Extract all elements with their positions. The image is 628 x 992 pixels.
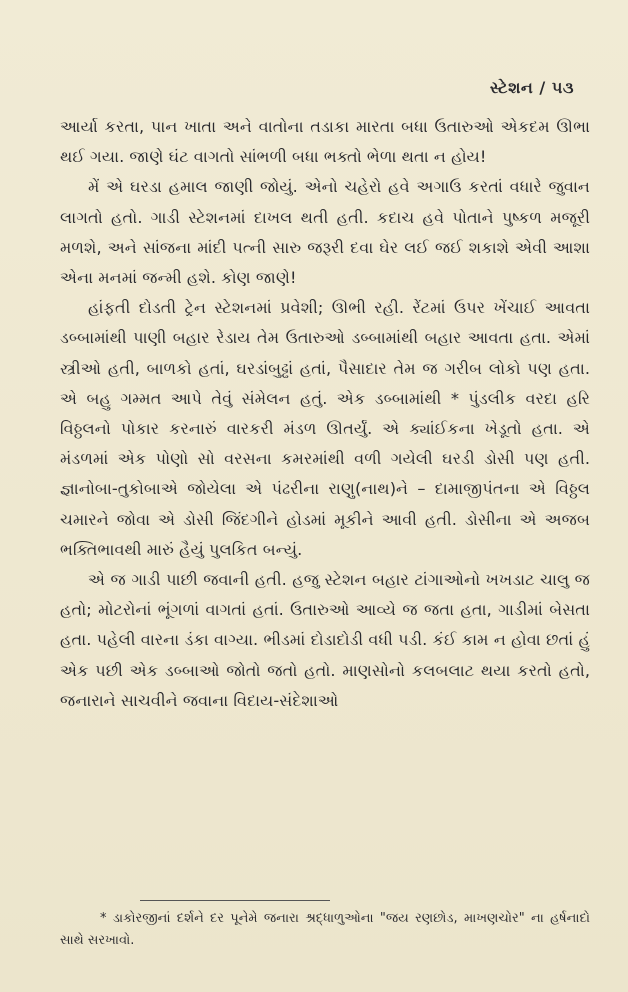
paragraph-2: મેં એ ઘરડા હમાલ જાણી જોયું. એનો ચહેરો હવે અગાઉ કરતાં વધારે જુવાન લાગતો હતો. ગાડી સ્ટેશનમાં દાખલ થતી હતી. કદાચ હવે પોતાને પુષ્કળ મજૂરી મળશે, અને સાંજના માંદી પત્ની સારુ જરૂરી દવા ઘેર લઈ જઈ શકાશે એવી આશા એના મનમાં જન્મી હશે. કોણ જાણે! <box>60 177 590 288</box>
footnote-text: * ડાકોરજીનાં દર્શને દર પૂનેમે જનારા શ્રદ્ધાળુઓના "જય રણછોડ, માખણચોર" ના હર્ષનાદો સાથે સરખાવો. <box>60 911 590 948</box>
running-head: સ્ટેશન / ૫૩ <box>489 78 574 97</box>
footnote-rule <box>140 900 330 901</box>
paragraph-4: એ જ ગાડી પાછી જવાની હતી. હજુ સ્ટેશન બહાર ટાંગાઓનો ખખડાટ ચાલુ જ હતો; મોટરોનાં ભૂંગળાં વાગતાં હતાં. ઉતારુઓ આવ્યે જ જતા હતા, ગાડીમાં બેસતા હતા. પહેલી વારના ડંકા વાગ્યા. ભીડમાં દોડાદોડી વધી પડી. કંઈ કામ ન હોવા છતાં હું એક પછી એક ડબ્બાઓ જોતો જતો હતો. માણસોનો કલબલાટ થયા કરતો હતો, જનારાને સાચવીને જવાના વિદાય-સંદેશાઓ <box>60 570 590 710</box>
footnote <box>60 908 590 952</box>
paragraph-1: આર્યા કરતા, પાન ખાતા અને વાતોના તડાકા મારતા બધા ઉતારુઓ એકદમ ઊભા થઈ ગયા. જાણે ઘંટ વાગતો સાંભળી બધા ભક્તો ભેળા થતા ન હોય! <box>60 117 590 167</box>
paragraph-3: હાંફતી દોડતી ટ્રેન સ્ટેશનમાં પ્રવેશી; ઊભી રહી. રેંટમાં ઉપર ખેંચાઈ આવતા ડબ્બામાંથી પાણી બહાર રેડાય તેમ ઉતારુઓ ડબ્બામાંથી બહાર આવતા હતા. એમાં સ્ત્રીઓ હતી, બાળકો હતાં, ઘરડાંબુઢ્ઢાં હતાં, પૈસાદાર તેમ જ ગરીબ લોકો પણ હતા. એ બહુ ગમ્મત આપે તેવું સંમેલન હતું. એક ડબ્બામાંથી * પુંડલીક વરદા હરિ વિઠ્ઠલનો પોકાર કરનારું વારકરી મંડળ ઊતર્યું. એ ક્યાંઈકના ખેડૂતો હતા. એ મંડળમાં એક પોણો સો વરસના કમરમાંથી વળી ગયેલી ઘરડી ડોસી પણ હતી. જ્ઞાનોબા-તુકોબાએ જોયેલા એ પંઢરીના રાણુ(નાથ)ને – દામાજીપંતના એ વિઠ્ઠલ ચમારને જોવા એ ડોસી જિંદગીને હોડમાં મૂકીને આવી હતી. ડોસીના એ અજબ ભક્તિભાવથી મારું હૈયું પુલકિત બન્યું. <box>60 298 590 559</box>
body-text <box>60 112 590 716</box>
